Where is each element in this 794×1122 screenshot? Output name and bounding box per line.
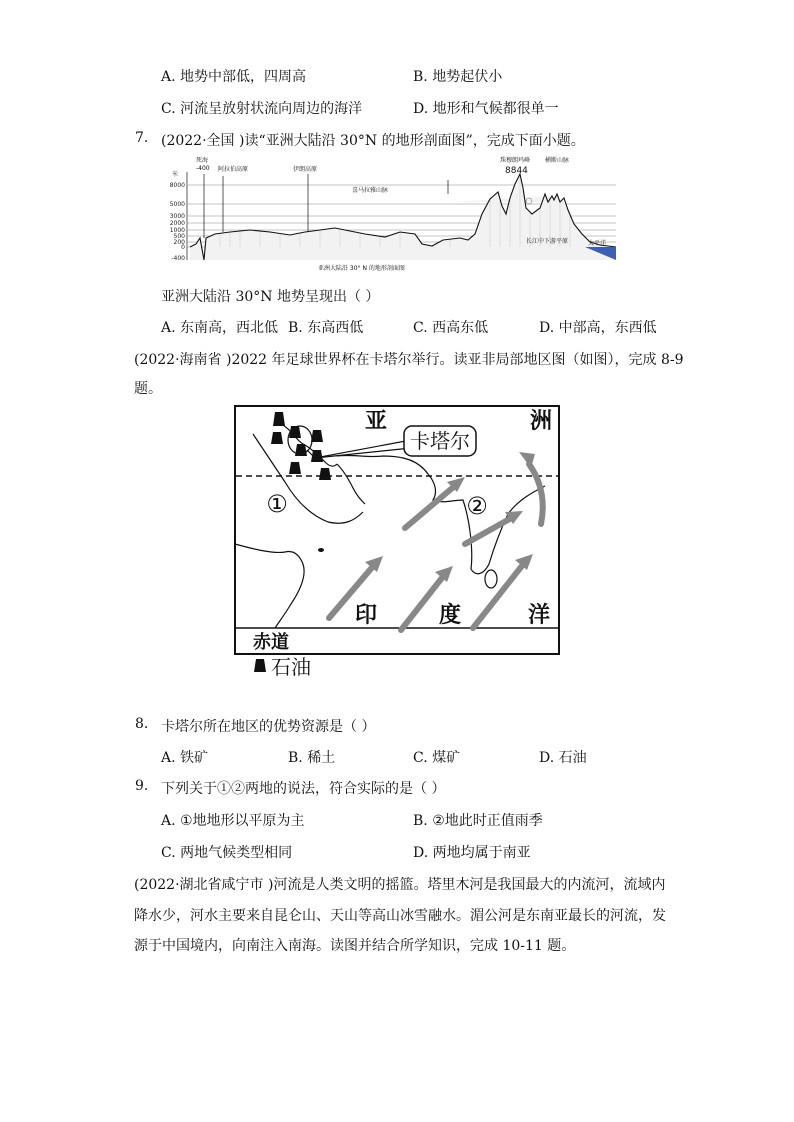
q6-option-a: A. 地势中部低，四周高 (161, 69, 307, 85)
intro-10-11-line2: 降水少，河水主要来自昆仑山、天山等高山冰雪融水。湄公河是东南亚最长的河流，发 (134, 908, 666, 924)
label-qatar: 卡塔尔 (410, 429, 470, 453)
label-pacific: 太平洋 (588, 240, 607, 247)
q8-option-a: A. 铁矿 (161, 750, 209, 766)
label-asia-zhou: 洲 (530, 409, 553, 434)
intro-8-9-line1: (2022·海南省 )2022 年足球世界杯在卡塔尔举行。读亚非局部地区图（如图），完成 8-9 (134, 352, 684, 368)
legend-oil-label: 石油 (271, 655, 311, 679)
q6-option-c: C. 河流呈放射状流向周边的海洋 (161, 101, 363, 117)
label-region-2: ② (466, 492, 488, 520)
label-everest-value: 8844 (505, 166, 528, 176)
q8-option-c: C. 煤矿 (413, 750, 461, 766)
label-dead-sea: 死海 (196, 157, 209, 164)
label-asia-ya: 亚 (365, 409, 388, 434)
terrain-area (190, 174, 616, 260)
q8-option-d: D. 石油 (539, 750, 587, 766)
label-region-1: ① (266, 490, 288, 518)
y-tick-5000: 5000 (169, 201, 185, 208)
q8-stem: 卡塔尔所在地区的优势资源是（ ） (161, 719, 376, 735)
q6-option-b: B. 地势起伏小 (413, 69, 503, 85)
q8-number: 8. (135, 716, 149, 732)
q9-option-a: A. ①地地形以平原为主 (161, 813, 305, 829)
q7-option-a: A. 东南高，西北低 (161, 320, 279, 336)
intro-8-9-line2: 题。 (134, 381, 162, 397)
y-tick-neg400: -400 (171, 255, 185, 262)
q9-option-d: D. 两地均属于南亚 (413, 845, 531, 861)
asia-africa-map (233, 404, 563, 684)
y-tick-500: 500 (173, 233, 185, 240)
label-yangtze-plain: 长江中下游平原 (526, 238, 569, 245)
label-dead-sea-value: -400 (196, 165, 210, 172)
q9-option-b: B. ②地此时正值雨季 (413, 813, 543, 829)
intro-10-11-line3: 源于中国境内，向南注入南海。读图并结合所学知识，完成 10-11 题。 (134, 938, 576, 954)
label-arabian-plateau: 阿拉伯高原 (218, 166, 249, 173)
label-hengduan: 横断山脉 (545, 157, 570, 164)
q7-option-d: D. 中部高，东西低 (539, 320, 657, 336)
label-indian-yin: 印 (355, 603, 378, 628)
y-tick-8000: 8000 (169, 182, 185, 189)
terrain-profile-figure (160, 154, 620, 274)
y-tick-2000: 2000 (169, 220, 185, 227)
legend-oil-icon (254, 659, 266, 672)
y-tick-0: 0 (181, 244, 185, 251)
label-iran-plateau: 伊朗高原 (293, 166, 318, 173)
label-himalaya: 喜马拉雅山脉 (352, 187, 389, 194)
q8-option-b: B. 稀土 (288, 750, 336, 766)
label-everest: 珠穆朗玛峰 (500, 157, 531, 164)
y-tick-1000: 1000 (169, 227, 185, 234)
label-indian-du: 度 (439, 603, 462, 628)
y-unit-label: 米 (172, 171, 179, 178)
intro-10-11-line1: (2022·湖北省咸宁市 )河流是人类文明的摇篮。塔里木河是我国最大的内流河，流域内 (134, 877, 666, 893)
q9-option-c: C. 两地气候类型相同 (161, 845, 293, 861)
q7-option-c: C. 西高东低 (413, 320, 489, 336)
q7-question: 亚洲大陆沿 30°N 地势呈现出（ ） (161, 289, 380, 305)
label-equator: 赤道 (253, 632, 289, 653)
label-indian-yang: 洋 (528, 603, 551, 628)
q7-option-b: B. 东高西低 (288, 320, 364, 336)
q7-number: 7. (135, 130, 149, 146)
q6-option-d: D. 地形和气候都很单一 (413, 101, 559, 117)
q9-number: 9. (135, 778, 149, 794)
y-tick-3000: 3000 (169, 213, 185, 220)
q7-stem: (2022·全国 )读“亚洲大陆沿 30°N 的地形剖面图”，完成下面小题。 (161, 133, 585, 149)
q9-stem: 下列关于①②两地的说法，符合实际的是（ ） (161, 781, 446, 797)
y-tick-200: 200 (173, 239, 185, 246)
profile-caption: 亚洲大陆沿 30° N 的地形剖面图 (318, 265, 405, 272)
